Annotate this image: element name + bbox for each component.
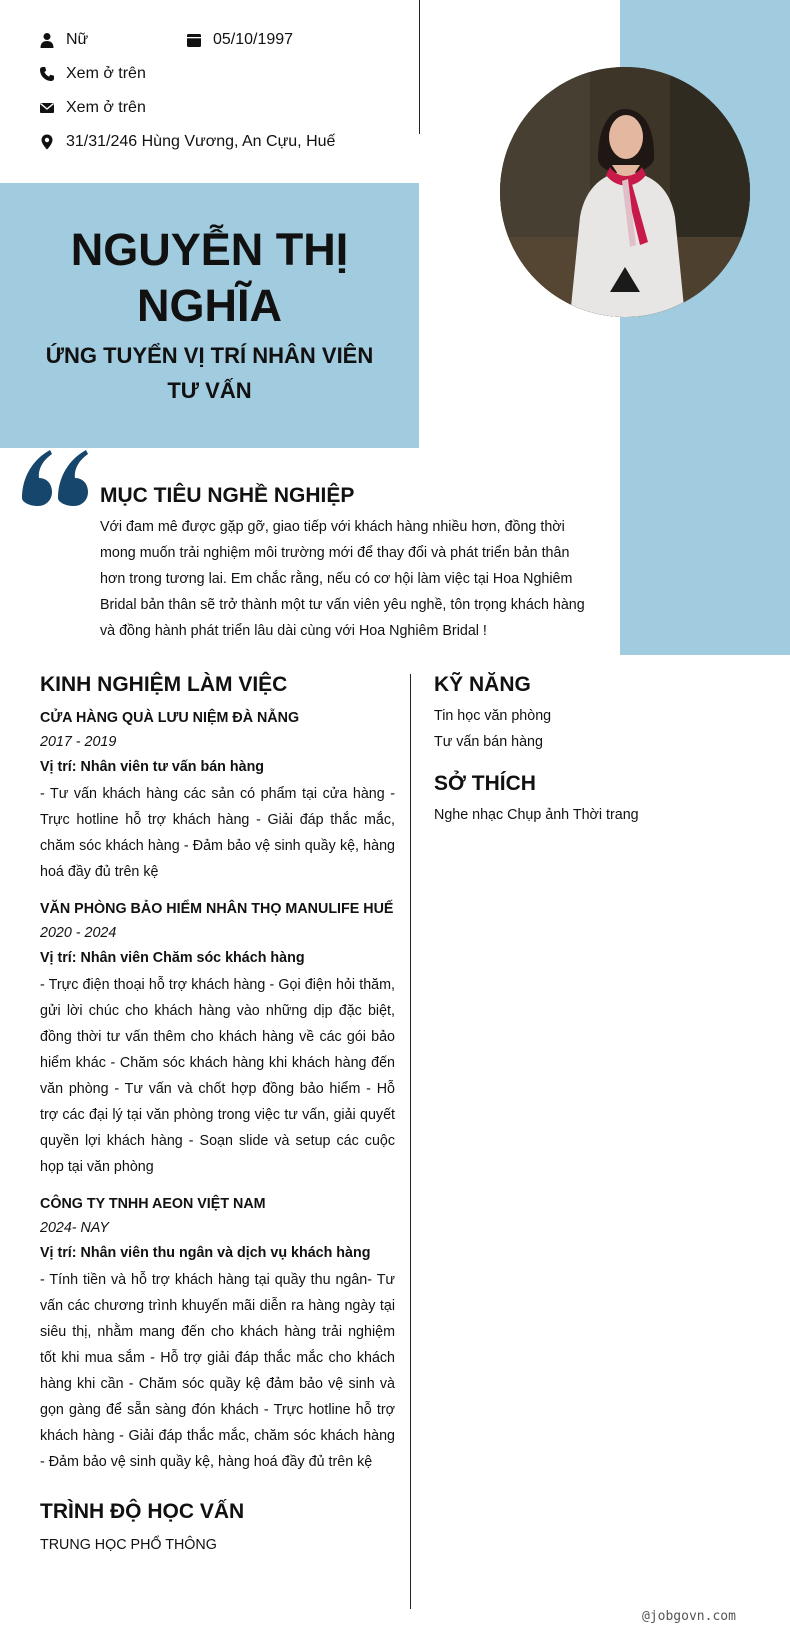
profile-photo (500, 67, 750, 317)
applied-role (30, 338, 389, 408)
candidate-name (0, 222, 419, 334)
phone-icon (38, 65, 56, 83)
job-position: Vị trí: Nhân viên tư vấn bán hàng (40, 759, 265, 775)
hobbies-text: Nghe nhạc Chụp ảnh Thời trang (434, 807, 639, 823)
job-description: - Tư vấn khách hàng các sản có phẩm tại cửa hàng - Trực hotline hỗ trợ khách hàng - Giải đáp thắc mắc, chăm sóc khách hàng - Đảm bảo vệ sinh quầy kệ, hàng hoá đầy đủ trên kệ (40, 786, 395, 880)
work-period: 2020 - 2024 (40, 925, 117, 941)
experience-item (40, 898, 395, 1180)
education-title: TRÌNH ĐỘ HỌC VẤN (40, 1500, 245, 1523)
experience-title: KINH NGHIỆM LÀM VIỆC (40, 673, 288, 696)
name-line-1: NGUYỄN THỊ (70, 224, 349, 275)
skill-item: Tin học văn phòng (434, 708, 552, 724)
experience-item (40, 1193, 395, 1475)
role-line-1: ỨNG TUYỂN VỊ TRÍ NHÂN VIÊN (45, 343, 374, 368)
company-name: VĂN PHÒNG BẢO HIỂM NHÂN THỌ MANULIFE HUẾ (40, 901, 394, 917)
name-line-2: NGHĨA (137, 280, 282, 331)
objective-title: MỤC TIÊU NGHỀ NGHIỆP (100, 484, 355, 507)
address-value: 31/31/246 Hùng Vương, An Cựu, Huế (66, 133, 336, 150)
contact-phone (38, 65, 146, 83)
job-position: Vị trí: Nhân viên Chăm sóc khách hàng (40, 950, 305, 966)
user-icon (38, 31, 56, 49)
calendar-icon (185, 31, 203, 49)
email-value: Xem ở trên (66, 99, 146, 116)
skill-item: Tư vấn bán hàng (434, 734, 543, 750)
watermark: @jobgovn.com (642, 1609, 736, 1624)
phone-value: Xem ở trên (66, 65, 146, 82)
company-name: CÔNG TY TNHH AEON VIỆT NAM (40, 1196, 266, 1212)
objective-text: Với đam mê được gặp gỡ, giao tiếp với khách hàng nhiều hơn, đồng thời mong muốn trải nghiệm môi trường mới để thay đổi và phát triển bản thân hơn trong tương lai. Em chắc rằng, nếu có cơ hội làm việc tại Hoa Nghiêm Bridal bản thân sẽ trở thành một tư vấn viên yêu nghề, tôn trọng khách hàng và đồng hành phát triển lâu dài cùng với Hoa Nghiêm Bridal ! (100, 519, 585, 639)
contact-address (38, 133, 335, 151)
birthdate-value: 05/10/1997 (213, 31, 294, 48)
role-line-2: TƯ VẤN (167, 378, 252, 403)
experience-item (40, 707, 395, 885)
job-position: Vị trí: Nhân viên thu ngân và dịch vụ khách hàng (40, 1245, 371, 1261)
company-name: CỬA HÀNG QUÀ LƯU NIỆM ĐÀ NẴNG (40, 710, 300, 726)
work-period: 2017 - 2019 (40, 734, 117, 750)
contact-birthdate (185, 31, 293, 49)
skills-title: KỸ NĂNG (434, 673, 531, 696)
mail-icon (38, 99, 56, 117)
location-icon (38, 133, 56, 151)
work-period: 2024- NAY (40, 1220, 109, 1236)
quote-icon (18, 448, 92, 518)
top-divider (419, 0, 420, 134)
job-description: - Tính tiền và hỗ trợ khách hàng tại quầy thu ngân- Tư vấn các chương trình khuyến mãi diễn ra hàng ngày tại siêu thị, nhằm mang đến cho khách hàng trải nghiệm tốt khi mua sắm - Hỗ trợ giải đáp thắc mắc cho khách hàng khi cần - Chăm sóc quầy kệ đảm bảo vệ sinh và gọn gàng để sẵn sàng đón khách - Trực hotline hỗ trợ khách hàng - Giải đáp thắc mắc, chăm sóc khách hàng - Đảm bảo vệ sinh quầy kệ, hàng hoá đầy đủ trên kệ (40, 1272, 395, 1470)
contact-email (38, 99, 146, 117)
hobbies-title: SỞ THÍCH (434, 772, 536, 795)
education-level: TRUNG HỌC PHỔ THÔNG (40, 1537, 217, 1553)
job-description: - Trực điện thoại hỗ trợ khách hàng - Gọi điện hỏi thăm, gửi lời chúc cho khách hàng vào những dịp đặc biệt, đồng thời tư vấn thêm cho khách hàng về các gói bảo hiểm khác - Chăm sóc khách hàng khi khách hàng đến văn phòng - Tư vấn và chốt hợp đồng bảo hiểm - Hỗ trợ các đại lý tại văn phòng trong việc tư vấn, giải quyết quyền lợi khách hàng - Soạn slide và setup các cuộc họp tại văn phòng (40, 977, 395, 1175)
gender-value: Nữ (66, 31, 89, 48)
column-divider (410, 674, 411, 1609)
contact-gender (38, 31, 88, 49)
